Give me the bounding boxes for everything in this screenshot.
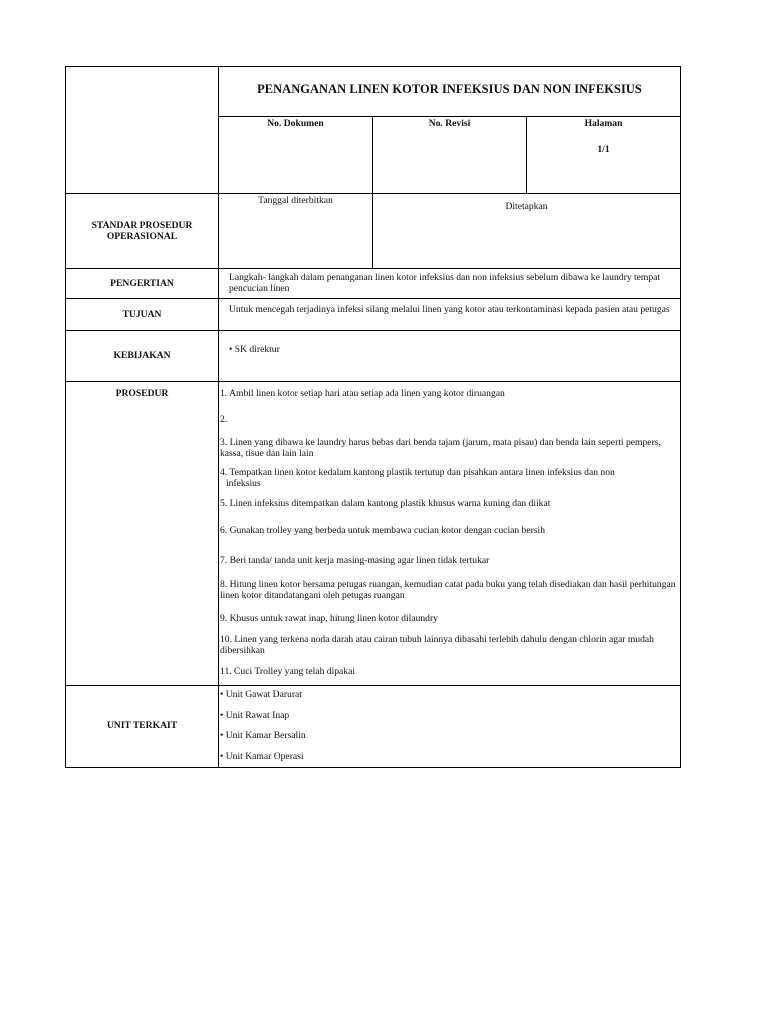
tujuan-label: TUJUAN bbox=[122, 309, 162, 320]
title-row-divider bbox=[218, 116, 681, 117]
prosedur-step: 9. Khusus untuk rawat inap, hitung linen kotor dilaundry bbox=[220, 613, 438, 624]
kebijakan-label: KEBIJAKAN bbox=[113, 350, 171, 361]
prosedur-step: 8. Hitung linen kotor bersama petugas ruangan, kemudian catat pada buku yang telah disediakan dan hasil perhitungan linen kotor ditandatangani oleh petugas ruangan bbox=[220, 579, 676, 601]
prosedur-step: 1. Ambil linen kotor setiap hari atau setiap ada linen yang kotor diruangan bbox=[220, 388, 505, 399]
no-dokumen-label: No. Dokumen bbox=[267, 118, 324, 129]
table-border-bottom bbox=[65, 767, 681, 768]
pengertian-label: PENGERTIAN bbox=[110, 278, 174, 289]
prosedur-step: 7. Beri tanda/ tanda unit kerja masing-masing agar linen tidak tertukar bbox=[220, 555, 490, 566]
label-column-divider bbox=[218, 66, 219, 768]
prosedur-step: 4. Tempatkan linen kotor kedalam kantong plastik tertutup dan pisahkan antara linen infeksius dan non bbox=[220, 467, 615, 478]
ditetapkan-label: Ditetapkan bbox=[505, 201, 548, 212]
tanggal-diterbitkan-label: Tanggal diterbitkan bbox=[258, 195, 333, 206]
prosedur-step: 11. Cuci Trolley yang telah dipakai bbox=[220, 666, 356, 677]
unit-item: • Unit Kamar Bersalin bbox=[220, 730, 306, 741]
header-row-divider bbox=[65, 193, 681, 194]
unit-item: • Unit Kamar Operasi bbox=[220, 751, 304, 762]
halaman-label: Halaman bbox=[584, 118, 623, 129]
pengertian-row-divider bbox=[65, 298, 681, 299]
halaman-value: 1/1 bbox=[597, 144, 610, 155]
sop-row-divider bbox=[65, 268, 681, 269]
unit-item: • Unit Rawat Inap bbox=[220, 710, 290, 721]
prosedur-step: 5. Linen infeksius ditempatkan dalam kantong plastik khusus warna kuning dan diikat bbox=[220, 498, 551, 509]
unit-terkait-label: UNIT TERKAIT bbox=[106, 720, 178, 731]
prosedur-step: infeksius bbox=[226, 478, 261, 489]
prosedur-step: 6. Gunakan trolley yang berbeda untuk membawa cucian kotor dengan cucian bersih bbox=[220, 525, 546, 536]
unit-item: • Unit Gawat Darurat bbox=[220, 689, 302, 700]
tujuan-row-divider bbox=[65, 330, 681, 331]
sop-label: STANDAR PROSEDUR OPERASIONAL bbox=[91, 220, 193, 242]
prosedur-step: 2. bbox=[220, 414, 228, 425]
table-border-top bbox=[65, 66, 681, 67]
kebijakan-text: • SK direktur bbox=[229, 344, 280, 355]
prosedur-step: 10. Linen yang terkena noda darah atau cairan tubuh lainnya dibasahi terlebih dahulu dengan chlorin agar mudah dibersihkan bbox=[220, 634, 654, 656]
document-title: PENANGANAN LINEN KOTOR INFEKSIUS DAN NON INFEKSIUS bbox=[257, 82, 642, 96]
prosedur-label: PROSEDUR bbox=[115, 388, 169, 399]
kebijakan-row-divider bbox=[65, 381, 681, 382]
prosedur-row-divider bbox=[65, 685, 681, 686]
tujuan-text: Untuk mencegah terjadinya infeksi silang melalui linen yang kotor atau terkontaminasi kepada pasien atau petugas bbox=[229, 304, 670, 315]
prosedur-step: 3. Linen yang dibawa ke laundry harus bebas dari benda tajam (jarum, mata pisau) dan benda lain seperti pempers, kassa, tisue dan lain lain bbox=[220, 437, 661, 459]
table-border-left bbox=[65, 66, 66, 768]
no-revisi-label: No. Revisi bbox=[428, 118, 471, 129]
pengertian-text: Langkah- langkah dalam penanganan linen kotor infeksius dan non infeksius sebelum dibawa ke laundry tempat pencucian linen bbox=[229, 272, 661, 294]
